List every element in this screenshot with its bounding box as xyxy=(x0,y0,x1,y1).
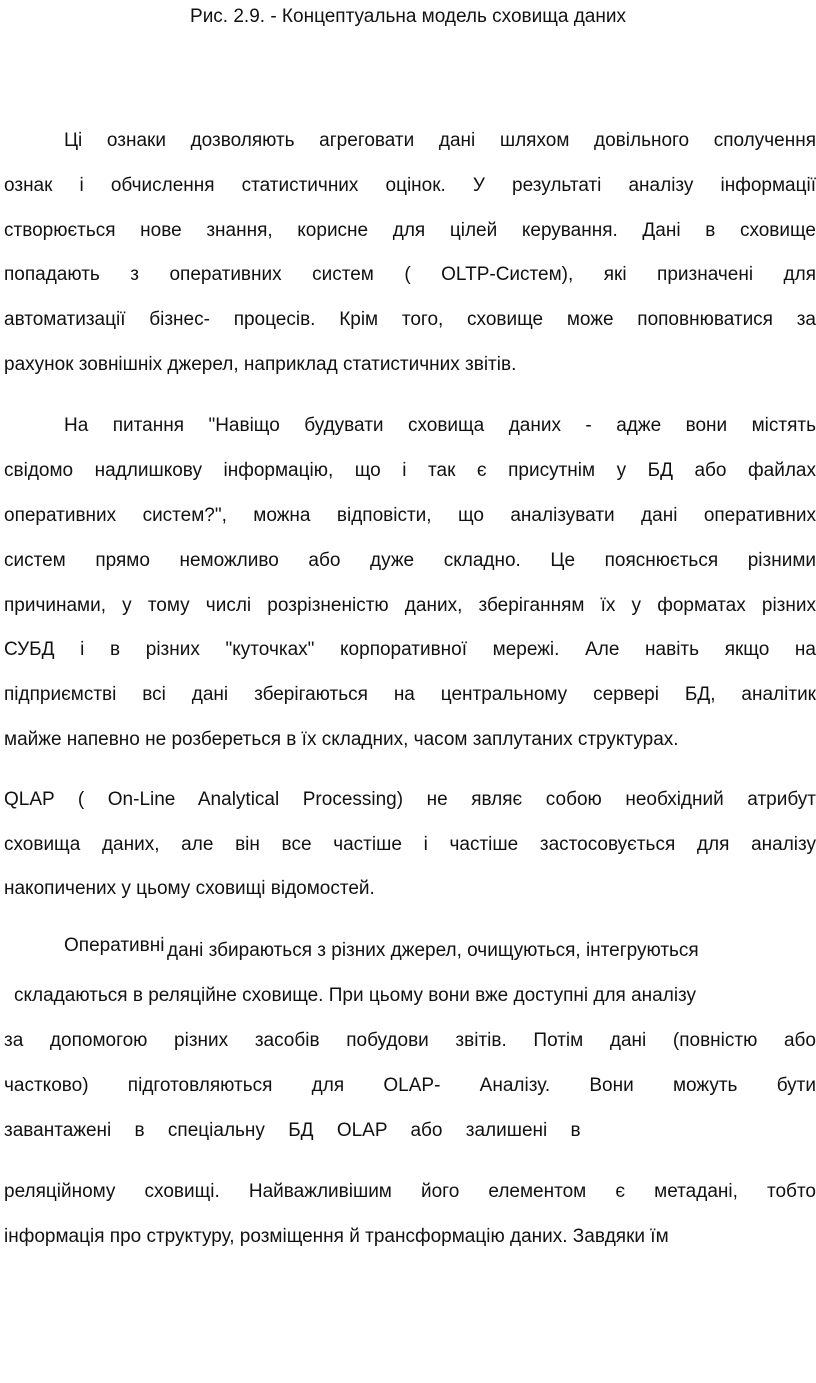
paragraph-1-line-3: створюється нове знання, корисне для цілей керування. Дані в сховище xyxy=(4,220,816,241)
paragraph-2-line-3: оперативних систем?", можна відповісти, що аналізувати дані оперативних xyxy=(4,505,816,526)
paragraph-4-line-1: дані збираються з різних джерел, очищуються, інтегруються xyxy=(167,940,699,961)
paragraph-2-line-8: майже напевно не розбереться в їх складних, часом заплутаних структурах. xyxy=(4,729,679,750)
paragraph-5-line-2: інформація про структуру, розміщення й трансформацію даних. Завдяки їм xyxy=(4,1226,669,1247)
paragraph-2-line-6: СУБД і в різних "куточках" корпоративної мережі. Але навіть якщо на xyxy=(4,639,816,660)
paragraph-2-line-2: свідомо надлишкову інформацію, що і так є присутнім у БД або файлах xyxy=(4,460,816,481)
paragraph-1-line-4: попадають з оперативних систем ( OLTP-Систем), які призначені для xyxy=(4,264,816,285)
paragraph-2-line-4: систем прямо неможливо або дуже складно. Це пояснюється різними xyxy=(4,550,816,571)
paragraph-1-line-2: ознак і обчислення статистичних оцінок. У результаті аналізу інформації xyxy=(4,175,816,196)
paragraph-1-line-5: автоматизації бізнес- процесів. Крім того, сховище може поповнюватися за xyxy=(4,309,816,330)
paragraph-3-line-1: QLAP ( On-Line Analytical Processing) не являє собою необхідний атрибут xyxy=(4,789,816,810)
paragraph-4-obscured-letter xyxy=(4,987,12,1013)
paragraph-4-obscured-word: Оперативні xyxy=(64,935,165,956)
paragraph-3-line-2: сховища даних, але він все частіше і частіше застосовується для аналізу xyxy=(4,834,816,855)
paragraph-2-line-1: На питання "Навіщо будувати сховища даних - адже вони містять xyxy=(64,415,816,436)
paragraph-1-line-6: рахунок зовнішніх джерел, наприклад статистичних звітів. xyxy=(4,354,517,375)
paragraph-4-line-4: частково) підготовляються для OLAP- Аналізу. Вони можуть бути xyxy=(4,1075,816,1096)
paragraph-2-line-7: підприємстві всі дані зберігаються на центральному сервері БД, аналітик xyxy=(4,684,816,705)
paragraph-4-line-3: за допомогою різних засобів побудови звітів. Потім дані (повністю або xyxy=(4,1030,816,1051)
paragraph-2-line-5: причинами, у тому числі розрізненістю даних, зберіганням їх у форматах різних xyxy=(4,595,816,616)
paragraph-4-line-5: завантажені в спеціальну БД OLAP або залишені в xyxy=(4,1120,581,1141)
paragraph-4-line-2: складаються в реляційне сховище. При цьому вони вже доступні для аналізу xyxy=(14,985,697,1006)
figure-caption: Рис. 2.9. - Концептуальна модель сховища даних xyxy=(190,6,626,27)
paragraph-1-line-1: Ці ознаки дозволяють агреговати дані шляхом довільного сполучення xyxy=(64,130,816,151)
paragraph-5-line-1: реляційному сховищі. Найважливішим його елементом є метадані, тобто xyxy=(4,1181,816,1202)
paragraph-3-line-3: накопичених у цьому сховищі відомостей. xyxy=(4,878,375,899)
